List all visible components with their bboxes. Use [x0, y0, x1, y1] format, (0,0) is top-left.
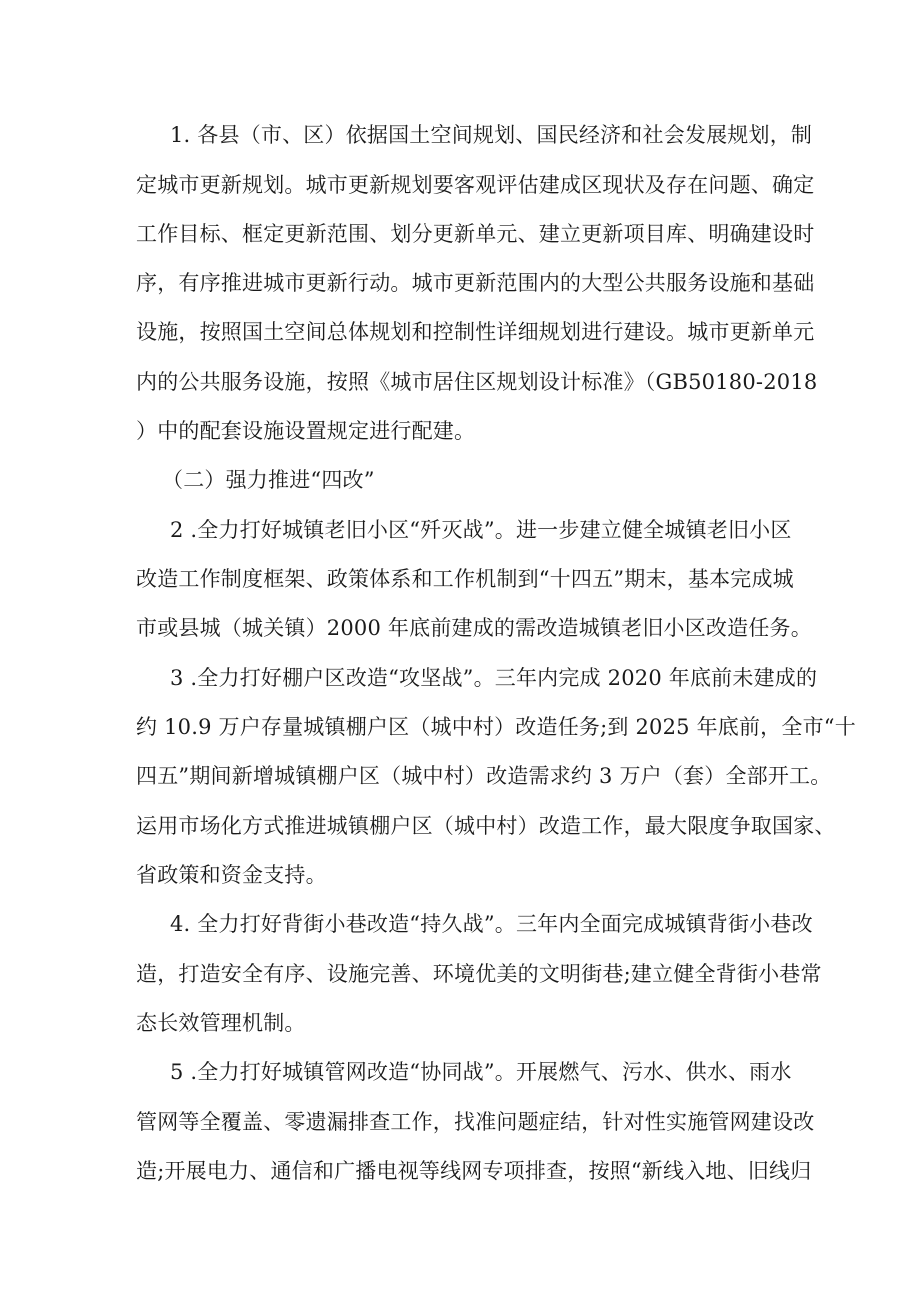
paragraph-3-line-4: 运用市场化方式推进城镇棚户区（城中村）改造工作，最大限度争取国家、	[136, 814, 836, 838]
paragraph-4-line-2: 造，打造安全有序、设施完善、环境优美的文明街巷;建立健全背街小巷常	[136, 962, 822, 986]
paragraph-2-line-3: 市或县城（城关镇）2000 年底前建成的需改造城镇老旧小区改造任务。	[136, 616, 812, 640]
paragraph-2-line-1: 2 .全力打好城镇老旧小区“歼灭战”。进一步建立健全城镇老旧小区	[170, 518, 792, 542]
paragraph-1-line-7: ）中的配套设施设置规定进行配建。	[136, 419, 476, 443]
paragraph-1-line-2: 定城市更新规划。城市更新规划要客观评估建成区现状及存在问题、确定	[136, 173, 815, 197]
paragraph-3-line-2: 约 10.9 万户存量城镇棚户区（城中村）改造任务;到 2025 年底前，全市“十	[136, 715, 856, 739]
paragraph-1-line-3: 工作目标、框定更新范围、划分更新单元、建立更新项目库、明确建设时	[136, 222, 815, 246]
paragraph-5-line-1: 5 .全力打好城镇管网改造“协同战”。开展燃气、污水、供水、雨水	[170, 1060, 792, 1084]
paragraph-3-line-1: 3 .全力打好棚户区改造“攻坚战”。三年内完成 2020 年底前未建成的	[170, 666, 818, 690]
paragraph-3-line-5: 省政策和资金支持。	[136, 863, 327, 887]
paragraph-5-line-2: 管网等全覆盖、零遗漏排查工作，找准问题症结，针对性实施管网建设改	[136, 1110, 815, 1134]
paragraph-4-line-3: 态长效管理机制。	[136, 1011, 306, 1035]
paragraph-4-line-1: 4. 全力打好背街小巷改造“持久战”。三年内全面完成城镇背街小巷改	[170, 912, 813, 936]
paragraph-5-line-3: 造;开展电力、通信和广播电视等线网专项排查，按照“新线入地、旧线归	[136, 1159, 812, 1183]
paragraph-2-line-2: 改造工作制度框架、政策体系和工作机制到“十四五”期末，基本完成城	[136, 567, 794, 591]
paragraph-1-line-5: 设施，按照国土空间总体规划和控制性详细规划进行建设。城市更新单元	[136, 320, 815, 344]
section-heading: （二）强力推进“四改”	[162, 468, 375, 492]
paragraph-1-line-4: 序，有序推进城市更新行动。城市更新范围内的大型公共服务设施和基础	[136, 271, 815, 295]
paragraph-3-line-3: 四五”期间新增城镇棚户区（城中村）改造需求约 3 万户（套）全部开工。	[136, 764, 832, 788]
paragraph-1-line-6: 内的公共服务设施，按照《城市居住区规划设计标准》（GB50180-2018	[136, 370, 818, 394]
paragraph-1-line-1: 1. 各县（市、区）依据国土空间规划、国民经济和社会发展规划，制	[170, 123, 813, 147]
